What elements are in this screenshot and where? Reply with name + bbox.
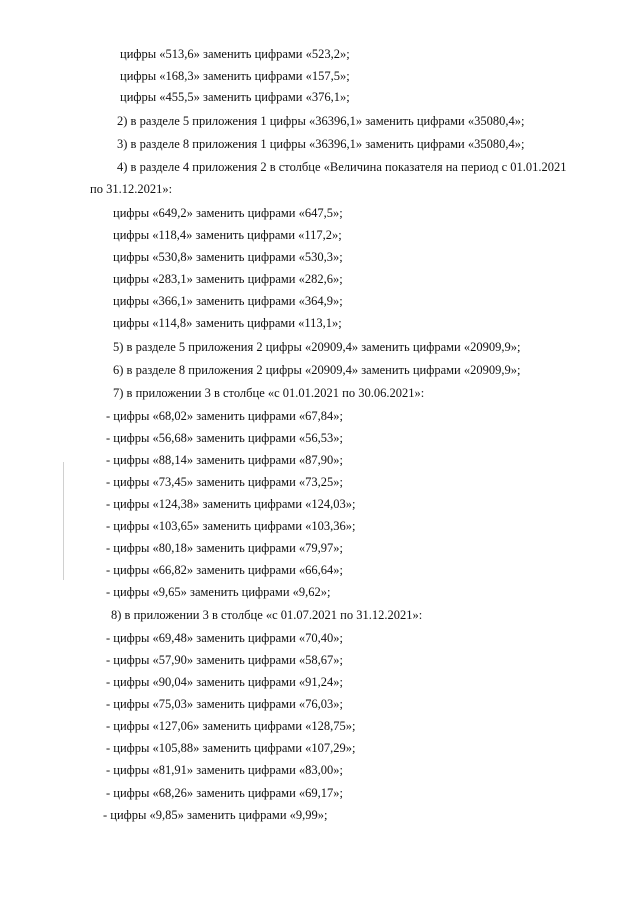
text-line-9: цифры «118,4» заменить цифрами «117,2»; <box>113 228 342 242</box>
text-line-3: цифры «455,5» заменить цифрами «376,1»; <box>120 90 350 104</box>
text-line-29: - цифры «90,04» заменить цифрами «91,24»; <box>106 675 343 689</box>
text-line-32: - цифры «105,88» заменить цифрами «107,29»; <box>106 741 356 755</box>
text-line-6: 4) в разделе 4 приложения 2 в столбце «Величина показателя на период с 01.01.2021 <box>117 160 567 174</box>
text-line-19: - цифры «88,14» заменить цифрами «87,90»; <box>106 453 343 467</box>
text-line-23: - цифры «80,18» заменить цифрами «79,97»; <box>106 541 343 555</box>
text-line-35: - цифры «9,85» заменить цифрами «9,99»; <box>103 808 328 822</box>
text-line-22: - цифры «103,65» заменить цифрами «103,36»; <box>106 519 356 533</box>
text-line-17: - цифры «68,02» заменить цифрами «67,84»; <box>106 409 343 423</box>
text-line-24: - цифры «66,82» заменить цифрами «66,64»; <box>106 563 343 577</box>
text-line-26: 8) в приложении 3 в столбце «с 01.07.2021 по 31.12.2021»: <box>111 608 423 622</box>
text-line-11: цифры «283,1» заменить цифрами «282,6»; <box>113 272 343 286</box>
text-line-31: - цифры «127,06» заменить цифрами «128,75»; <box>106 719 356 733</box>
text-line-13: цифры «114,8» заменить цифрами «113,1»; <box>113 316 342 330</box>
text-line-28: - цифры «57,90» заменить цифрами «58,67»; <box>106 653 343 667</box>
text-line-7: по 31.12.2021»: <box>90 182 173 196</box>
scan-margin-mark <box>63 462 64 580</box>
text-line-4: 2) в разделе 5 приложения 1 цифры «36396,1» заменить цифрами «35080,4»; <box>117 114 525 128</box>
text-line-20: - цифры «73,45» заменить цифрами «73,25»; <box>106 475 343 489</box>
text-line-33: - цифры «81,91» заменить цифрами «83,00»; <box>106 763 343 777</box>
text-line-21: - цифры «124,38» заменить цифрами «124,03»; <box>106 497 356 511</box>
text-line-14: 5) в разделе 5 приложения 2 цифры «20909,4» заменить цифрами «20909,9»; <box>113 340 521 354</box>
text-line-12: цифры «366,1» заменить цифрами «364,9»; <box>113 294 343 308</box>
text-line-30: - цифры «75,03» заменить цифрами «76,03»; <box>106 697 343 711</box>
text-line-10: цифры «530,8» заменить цифрами «530,3»; <box>113 250 343 264</box>
text-line-1: цифры «513,6» заменить цифрами «523,2»; <box>120 47 350 61</box>
text-line-15: 6) в разделе 8 приложения 2 цифры «20909,4» заменить цифрами «20909,9»; <box>113 363 521 377</box>
text-line-8: цифры «649,2» заменить цифрами «647,5»; <box>113 206 343 220</box>
text-line-5: 3) в разделе 8 приложения 1 цифры «36396,1» заменить цифрами «35080,4»; <box>117 137 525 151</box>
text-line-2: цифры «168,3» заменить цифрами «157,5»; <box>120 69 350 83</box>
text-line-16: 7) в приложении 3 в столбце «с 01.01.2021 по 30.06.2021»: <box>113 386 425 400</box>
text-line-25: - цифры «9,65» заменить цифрами «9,62»; <box>106 585 331 599</box>
text-line-27: - цифры «69,48» заменить цифрами «70,40»; <box>106 631 343 645</box>
text-line-18: - цифры «56,68» заменить цифрами «56,53»; <box>106 431 343 445</box>
text-line-34: - цифры «68,26» заменить цифрами «69,17»; <box>106 786 343 800</box>
